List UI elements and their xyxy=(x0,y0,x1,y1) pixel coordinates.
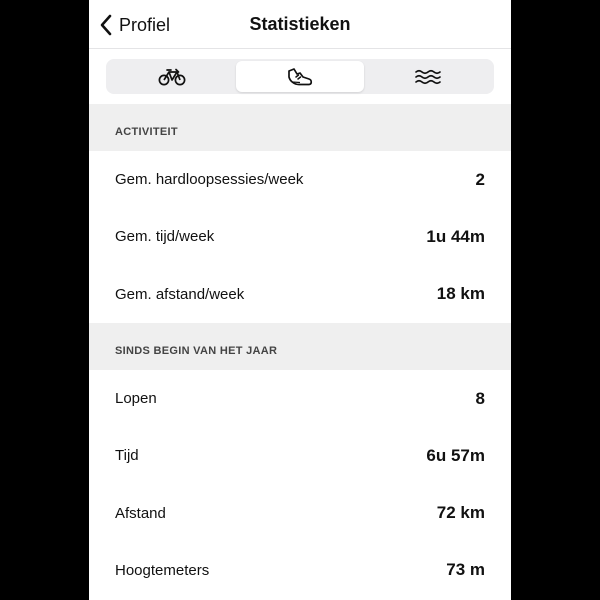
stat-value: 1u 44m xyxy=(426,226,485,246)
stat-value: 2 xyxy=(475,169,485,189)
tab-running[interactable] xyxy=(236,61,364,92)
shoe-icon xyxy=(286,66,314,88)
stat-label: Tijd xyxy=(115,447,139,465)
phone-screen xyxy=(89,0,511,600)
section-header-year-to-date: SINDS BEGIN VAN HET JAAR xyxy=(89,323,511,370)
stat-label: Lopen xyxy=(115,390,157,408)
stat-value: 6u 57m xyxy=(426,445,485,465)
stat-label: Gem. hardloopsessies/week xyxy=(115,171,304,189)
stat-value: 72 km xyxy=(436,503,485,523)
stat-row-time xyxy=(89,427,511,484)
stat-row-elevation xyxy=(89,542,511,599)
stat-value: 18 km xyxy=(436,284,485,304)
year-stats-list xyxy=(89,370,511,599)
stat-row-avg-distance xyxy=(89,266,511,323)
sport-selector-container xyxy=(89,49,511,104)
page-title: Statistieken xyxy=(249,14,351,34)
section-header-activity: ACTIVITEIT xyxy=(89,104,511,151)
sport-segmented-control xyxy=(106,59,494,94)
tab-swimming[interactable] xyxy=(364,61,492,92)
bike-icon xyxy=(158,68,186,86)
navigation-bar xyxy=(89,0,511,49)
stat-label: Gem. afstand/week xyxy=(115,285,245,303)
stat-value: 8 xyxy=(475,388,485,408)
stat-row-avg-time xyxy=(89,208,511,265)
stat-label: Afstand xyxy=(115,504,166,522)
stat-row-avg-sessions xyxy=(89,151,511,208)
back-label: Profiel xyxy=(119,14,171,35)
water-icon xyxy=(414,68,442,86)
activity-stats-list xyxy=(89,151,511,323)
stat-row-runs xyxy=(89,370,511,427)
stat-value: 73 m xyxy=(446,560,485,580)
stat-row-distance xyxy=(89,484,511,541)
stat-label: Gem. tijd/week xyxy=(115,228,215,246)
stat-label: Hoogtemeters xyxy=(115,561,210,579)
tab-cycling[interactable] xyxy=(108,61,236,92)
